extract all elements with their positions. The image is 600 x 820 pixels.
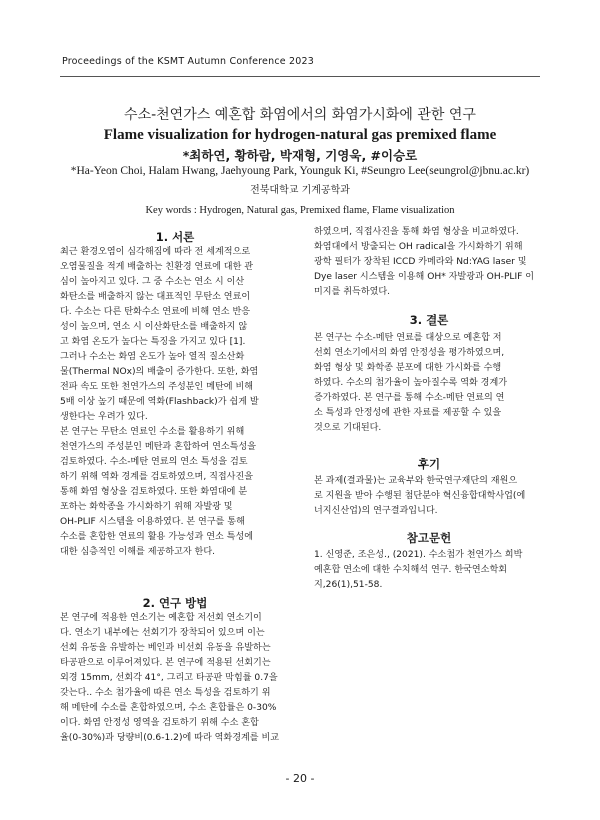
section-conclusion-title: 3. 결론 bbox=[409, 313, 449, 327]
intro-line: 포하는 화학종을 가시화하기 위해 자발광 및 bbox=[60, 502, 233, 512]
reference-line: 1. 신영준, 조은성., (2021). 수소첨가 천연가스 희박 bbox=[314, 550, 523, 560]
intro-line: 수소를 혼합한 연료의 활용 가능성과 연소 특성에 bbox=[60, 532, 254, 542]
intro-line: 5배 이상 높기 때문에 역화(Flashback)가 쉽게 발 bbox=[60, 397, 259, 407]
ack-body bbox=[314, 474, 544, 519]
method-line: 갖는다.. 수소 첨가율에 따른 연소 특성을 검토하기 위 bbox=[60, 688, 271, 698]
intro-line: 검토하였다. 수소-메탄 연료의 연소 특성을 검토 bbox=[60, 457, 248, 467]
intro-body bbox=[60, 245, 290, 560]
reference-line: 예혼합 연소에 대한 수치해석 연구. 한국연소학회 bbox=[314, 565, 508, 575]
method-line: 선회 유동을 유발하는 베인과 비선회 유동을 유발하는 bbox=[60, 643, 271, 653]
intro-line: 본 연구는 무탄소 연료인 수소를 활용하기 위해 bbox=[60, 427, 245, 437]
method-body bbox=[60, 611, 290, 746]
conclusion-body bbox=[314, 331, 544, 436]
reference-line: 지,26(1),51-58. bbox=[314, 580, 383, 590]
authors-english: *Ha-Yeon Choi, Halam Hwang, Jaehyoung Park, Younguk Ki, #Seungro Lee(seungrol@jbnu.ac.kr) bbox=[70, 165, 530, 177]
intro-line: 최근 환경오염이 심각해짐에 따라 전 세계적으로 bbox=[60, 247, 251, 257]
method-line: 율(0-30%)과 당량비(0.6-1.2)에 따라 역화경계를 비교 bbox=[60, 733, 280, 743]
method-line: 외경 15mm, 선회각 41°, 그리고 타공판 막힘률 0.7을 bbox=[60, 673, 278, 683]
page-number: - 20 - bbox=[285, 772, 315, 785]
method-cont-line: Dye laser 시스템을 이용해 OH* 자발광과 OH-PLIF 이 bbox=[314, 272, 535, 282]
intro-line: 물(Thermal NOx)의 배출이 증가한다. 또한, 화염 bbox=[60, 367, 259, 377]
authors-korean: *최하연, 황하람, 박재형, 기영욱, #이승로 bbox=[182, 148, 418, 163]
intro-line: 화탄소를 배출하지 않는 대표적인 무탄소 연료이 bbox=[60, 292, 251, 302]
ack-line: 로 지원을 받아 수행된 첨단분야 혁신융합대학사업(에 bbox=[314, 491, 526, 501]
header-rule bbox=[60, 76, 540, 77]
method-cont-line: 광학 필터가 장착된 ICCD 카메라와 Nd:YAG laser 및 bbox=[314, 257, 527, 267]
affiliation: 전북대학교 기계공학과 bbox=[250, 185, 350, 196]
intro-line: 오염물질을 적게 배출하는 친환경 연료에 대한 관 bbox=[60, 262, 254, 272]
method-line: 해 메탄에 수소를 혼합하였으며, 수소 혼합률은 0-30% bbox=[60, 703, 277, 713]
section-ack-title: 후기 bbox=[417, 457, 441, 471]
conclusion-line: 화염 형상 및 화학종 분포에 대한 가시화를 수행 bbox=[314, 363, 502, 373]
method-continued-body bbox=[314, 225, 544, 300]
conclusion-line: 증가하였다. 본 연구를 통해 수소-메탄 연료의 연 bbox=[314, 393, 505, 403]
method-line: 이다. 화염 안정성 영역을 검토하기 위해 수소 혼합 bbox=[60, 718, 259, 728]
section-refs-title: 참고문헌 bbox=[406, 531, 452, 545]
conclusion-line: 본 연구는 수소-메탄 연료를 대상으로 예혼합 저 bbox=[314, 333, 502, 343]
intro-line: 전파 속도 또한 천연가스의 주성분인 메탄에 비해 bbox=[60, 382, 254, 392]
conclusion-line: 소 특성과 안정성에 관한 자료를 제공할 수 있을 bbox=[314, 408, 502, 418]
intro-line: 고 화염 온도가 높다는 특징을 가지고 있다 [1]. bbox=[60, 337, 246, 347]
intro-line: 생한다는 우려가 있다. bbox=[60, 412, 148, 422]
section-intro-title: 1. 서론 bbox=[155, 230, 195, 244]
intro-line: 통해 화염 형상을 검토하였다. 또한 화염대에 분 bbox=[60, 487, 248, 497]
ack-line: 본 과제(결과물)는 교육부와 한국연구재단의 재원으 bbox=[314, 476, 518, 486]
method-line: 타공판으로 이루어져있다. 본 연구에 적용된 선회기는 bbox=[60, 658, 271, 668]
title-korean: 수소-천연가스 예혼합 화염에서의 화염가시화에 관한 연구 bbox=[124, 107, 476, 123]
intro-line: 그러나 수소는 화염 온도가 높아 열적 질소산화 bbox=[60, 352, 245, 362]
method-cont-line: 미지를 취득하였다. bbox=[314, 287, 391, 297]
proceedings-header: Proceedings of the KSMT Autumn Conference 2023 bbox=[62, 56, 314, 67]
section-method-title: 2. 연구 방법 bbox=[142, 596, 208, 610]
conclusion-line: 선회 연소기에서의 화염 안정성을 평가하였으며, bbox=[314, 348, 505, 358]
intro-line: 천연가스의 주성분인 메탄과 혼합하여 연소특성을 bbox=[60, 442, 257, 452]
intro-line: OH-PLIF 시스템을 이용하였다. 본 연구를 통해 bbox=[60, 517, 245, 527]
references-list bbox=[314, 548, 544, 593]
intro-line: 성이 높으며, 연소 시 이산화탄소를 배출하지 않 bbox=[60, 322, 248, 332]
method-cont-line: 하였으며, 직접사진을 통해 화염 형상을 비교하였다. bbox=[314, 227, 519, 237]
conclusion-line: 것으로 기대된다. bbox=[314, 423, 382, 433]
method-cont-line: 화염대에서 방출되는 OH radical을 가시화하기 위해 bbox=[314, 242, 523, 252]
method-line: 본 연구에 적용한 연소기는 예혼합 저선회 연소기이 bbox=[60, 613, 262, 623]
intro-line: 하기 위해 역화 경계를 검토하였으며, 직접사진을 bbox=[60, 472, 254, 482]
intro-line: 다. 수소는 다른 탄화수소 연료에 비해 연소 반응 bbox=[60, 307, 251, 317]
title-english: Flame visualization for hydrogen-natural gas premixed flame bbox=[103, 127, 497, 143]
keywords: Key words : Hydrogen, Natural gas, Premixed flame, Flame visualization bbox=[145, 205, 455, 216]
conclusion-line: 하였다. 수소의 첨가율이 높아질수록 역화 경계가 bbox=[314, 378, 508, 388]
intro-line: 심이 높아지고 있다. 그 중 수소는 연소 시 이산 bbox=[60, 277, 245, 287]
ack-line: 너지신산업)의 연구결과입니다. bbox=[314, 506, 438, 516]
method-line: 다. 연소기 내부에는 선회기가 장착되어 있으며 이는 bbox=[60, 628, 265, 638]
intro-line: 대한 심층적인 이해를 제공하고자 한다. bbox=[60, 547, 216, 557]
